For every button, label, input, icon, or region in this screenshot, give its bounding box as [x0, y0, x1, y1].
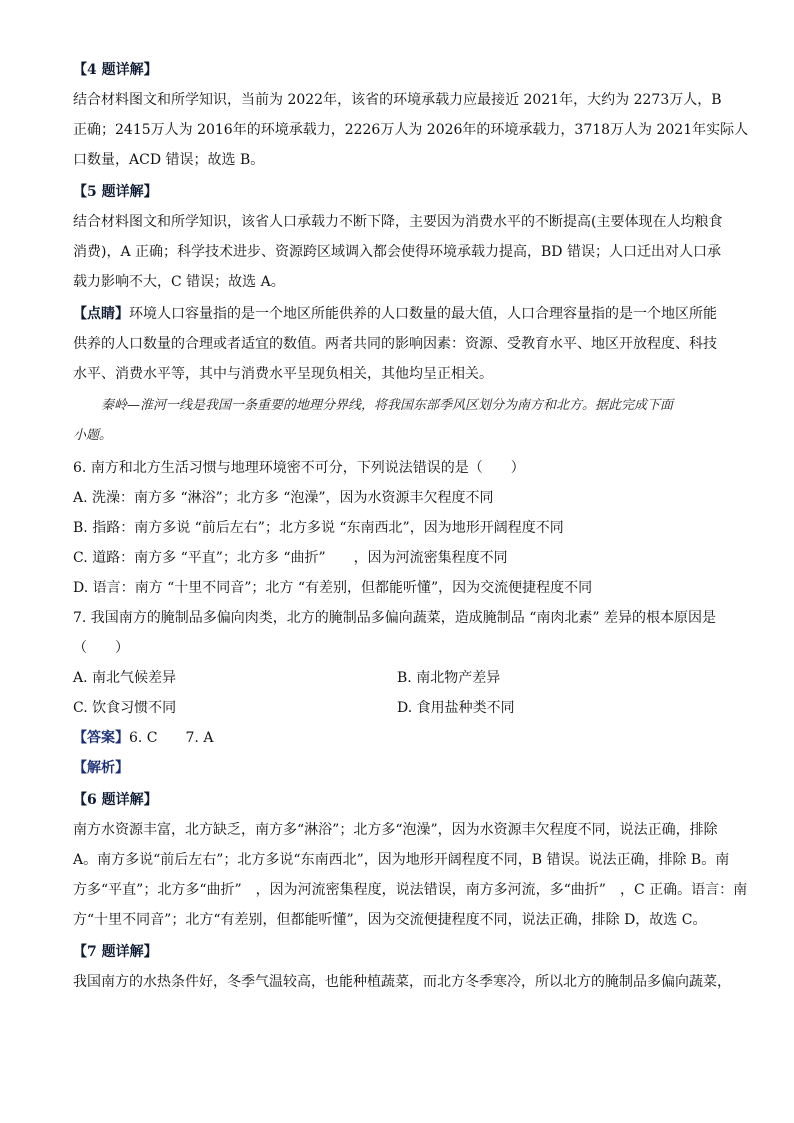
answer-label: 【答案】	[73, 730, 129, 746]
q6-expl-line-4: 方“十里不同音”；北方“有差别，但都能听懂”，因为交流便捷程度不同，说法正确，排除 D，故选 C。	[73, 912, 707, 928]
q5-line-3: 载力影响不大，C 错误；故选 A。	[73, 274, 285, 290]
q4-line-1: 结合材料图文和所学知识，当前为 2022年，该省的环境承载力应最接近 2021年，大约为 2273万人，B	[73, 92, 722, 108]
q5-line-1: 结合材料图文和所学知识，该省人口承载力不断下降，主要因为消费水平的不断提高(主要体现在人均粮食	[73, 214, 723, 230]
q6-expl-line-2: A。南方多说“前后左右”；北方多说“东南西北”，因为地形开阔程度不同，B 错误。说法正确，排除 B。南	[73, 852, 730, 868]
section-intro	[73, 396, 733, 446]
section-q7	[73, 942, 733, 992]
section-q5	[73, 182, 733, 292]
q5-heading: 【5 题详解】	[73, 184, 158, 200]
q7-option-d: D. 食用盐种类不同	[397, 700, 515, 716]
q6-expl-line-3: 方多“平直”；北方多“曲折” ，因为河流密集程度，说法错误，南方多河流，多“曲折” ，C 正确。语言：南	[73, 882, 748, 898]
q7-paren: （ ）	[73, 640, 129, 656]
intro-line-2: 小题。	[73, 428, 113, 443]
q7-expl-line-1: 我国南方的水热条件好，冬季气温较高，也能种植蔬菜，而北方冬季寒冷，所以北方的腌制品多偏向蔬菜，	[73, 974, 731, 990]
q6-option-c: C. 道路：南方多 “平直”；北方多 “曲折” ，因为河流密集程度不同	[73, 550, 508, 566]
dianjing-line-3: 水平、消费水平等，其中与消费水平呈现负相关，其他均呈正相关。	[73, 366, 493, 382]
q7-option-b: B. 南北物产差异	[397, 670, 501, 686]
dianjing-text-1: 环境人口容量指的是一个地区所能供养的人口数量的最大值，人口合理容量指的是一个地区所能	[129, 306, 717, 322]
jiexi-label: 【解析】	[73, 760, 129, 776]
section-q4	[73, 60, 749, 170]
q6-expl-line-1: 南方水资源丰富，北方缺乏，南方多“淋浴”；北方多“泡澡”，因为水资源丰欠程度不同，说法正确，排除	[73, 822, 718, 838]
q7-stem: 7. 我国南方的腌制品多偏向肉类，北方的腌制品多偏向蔬菜，造成腌制品 “南肉北素” 差异的根本原因是	[73, 610, 717, 626]
q6-option-d: D. 语言：南方 “十里不同音”；北方 “有差别，但都能听懂”，因为交流便捷程度不同	[73, 580, 593, 596]
answer-line	[73, 728, 733, 748]
question-6	[73, 458, 733, 778]
answer-text: 6. C 7. A	[129, 730, 214, 746]
intro-line-1: 秦岭—淮河一线是我国一条重要的地理分界线，将我国东部季风区划分为南方和北方。据此完成下面	[101, 398, 674, 413]
q4-line-2: 正确；2415万人为 2016年的环境承载力，2226万人为 2026年的环境承载力，3718万人为 2021年实际人	[73, 122, 749, 138]
dianjing-label: 【点睛】	[73, 306, 129, 322]
q5-line-2: 消费)，A 正确；科学技术进步、资源跨区域调入都会使得环境承载力提高，BD 错误；人口迁出对人口承	[73, 244, 721, 260]
section-dianjing	[73, 304, 733, 384]
q6-heading: 【6 题详解】	[73, 792, 158, 808]
q7-options-row-1	[73, 668, 733, 688]
q4-heading: 【4 题详解】	[73, 62, 158, 78]
q4-line-3: 口数量，ACD 错误；故选 B。	[73, 152, 265, 168]
dianjing-line-2: 供养的人口数量的合理或者适宜的数值。两者共同的影响因素：资源、受教育水平、地区开放程度、科技	[73, 336, 717, 352]
q6-stem: 6. 南方和北方生活习惯与地理环境密不可分，下列说法错误的是（ ）	[73, 460, 525, 476]
q7-option-a: A. 南北气候差异	[73, 670, 177, 686]
q7-heading: 【7 题详解】	[73, 944, 158, 960]
q6-option-b: B. 指路：南方多说 “前后左右”；北方多说 “东南西北”，因为地形开阔程度不同	[73, 520, 564, 536]
q6-option-a: A. 洗澡：南方多 “淋浴”；北方多 “泡澡”，因为水资源丰欠程度不同	[73, 490, 494, 506]
q7-option-c: C. 饮食习惯不同	[73, 700, 177, 716]
q7-options-row-2	[73, 698, 733, 718]
section-q6	[73, 790, 748, 930]
dianjing-line-1	[73, 304, 733, 324]
content	[73, 60, 749, 1004]
